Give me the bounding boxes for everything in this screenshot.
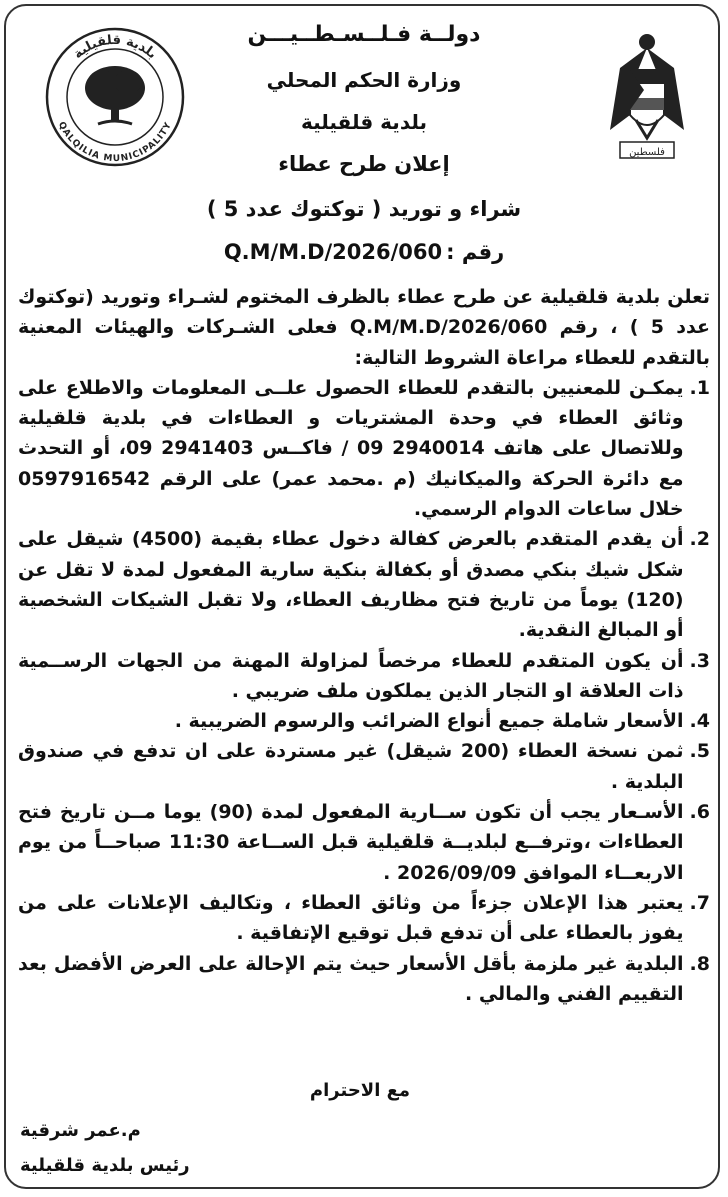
header-subject: شراء و توريد ( توكتوك عدد 5 ) <box>206 197 522 221</box>
condition-item <box>18 706 710 736</box>
reference-label: رقم : <box>446 240 505 264</box>
condition-item <box>18 736 710 797</box>
emblem-caption: فلسطين <box>629 147 665 158</box>
seal-english-text: QALQILIA MUNICIPALITY <box>55 120 175 165</box>
condition-number: 8. <box>689 952 710 975</box>
seal-arabic-text: بلدية قلقيلية <box>70 32 160 63</box>
condition-number: 6. <box>689 801 710 824</box>
condition-item <box>18 797 710 888</box>
condition-number: 5. <box>689 740 710 763</box>
header-municipality: بلدية قلقيلية <box>300 110 428 134</box>
condition-item <box>18 949 710 1010</box>
signer-name: م.عمر شرقية <box>20 1120 141 1141</box>
condition-number: 4. <box>689 710 710 733</box>
closing-regards: مع الاحترام <box>309 1080 411 1101</box>
condition-number: 2. <box>689 528 710 551</box>
condition-text: الأسـعار يجب أن تكون ســارية المفعول لمدة (90) يوما مــن تاريخ فتح العطاءات ،وترفــع لبلديــة قلقيلية قبل الســاعة 11:30 صباحــاً من يوم الاربعــاء الموافق 2026/09/09 . <box>18 801 684 884</box>
condition-text: أن يقدم المتقدم بالعرض كفالة دخول عطاء بقيمة (4500) شيقل على شكل شيك بنكي مصدق أو بكفالة بنكية سارية المفعول لمدة لا تقل عن (120) يوماً من تاريخ فتح مظاريف العطاء، ولا تقبل الشيكات الشخصية أو المبالغ النقدية. <box>18 528 684 642</box>
condition-item <box>18 646 710 707</box>
intro-paragraph: تعلن بلدية قلقيلية عن طرح عطاء بالظرف المختوم لشـراء وتوريد (توكتوك عدد 5 ) ، رقم Q.M/M.D/2026/060 فعلى الشـركات والهيئات المعنية بالتقدم للعطاء مراعاة الشروط التالية: <box>18 286 710 369</box>
announcement-body <box>18 282 710 1009</box>
condition-text: ثمن نسخة العطاء (200 شيقل) غير مستردة على ان تدفع في صندوق البلدية . <box>18 740 684 793</box>
condition-text: أن يكون المتقدم للعطاء مرخصاً لمزاولة المهنة من الجهات الرســمية ذات العلاقة او التجار الذين يملكون ملف ضريبي . <box>18 649 684 702</box>
condition-number: 1. <box>689 376 710 399</box>
header-state: دولــة فـلــسـطــيـــن <box>247 22 481 47</box>
condition-text: يمكـن للمعنيين بالتقدم للعطاء الحصول علــى المعلومات والاطلاع على وثائق العطاء في وحدة المشتريات و العطاءات في بلدية قلقيلية وللاتصال على هاتف 2940014 09 / فاكــس 2941403 09، أو التحدث مع دائرة الحركة والميكانيك (م .محمد عمر) على الرقم 0597916542 خلال ساعات الدوام الرسمي. <box>18 376 684 521</box>
reference-number: Q.M/M.D/2026/060 <box>223 240 443 264</box>
condition-text: يعتبر هذا الإعلان جزءاً من وثائق العطاء ، وتكاليف الإعلانات على من يفوز بالعطاء على أن تدفع قبل توقيع الإتفاقية . <box>18 891 684 945</box>
condition-item <box>18 373 710 524</box>
header-reference <box>0 240 728 264</box>
condition-number: 7. <box>689 891 710 914</box>
signer-title: رئيس بلدية قلقيلية <box>20 1155 190 1176</box>
condition-text: البلدية غير ملزمة بأقل الأسعار حيث يتم الإحالة على العرض الأفضل بعد التقييم الفني والمالي . <box>18 952 684 1005</box>
header-announcement: إعلان طرح عطاء <box>278 152 450 176</box>
header-ministry: وزارة الحكم المحلي <box>266 68 462 92</box>
condition-item <box>18 888 710 949</box>
condition-number: 3. <box>689 649 710 672</box>
condition-text: الأسعار شاملة جميع أنواع الضرائب والرسوم الضريبية . <box>174 710 684 733</box>
condition-item <box>18 524 710 645</box>
